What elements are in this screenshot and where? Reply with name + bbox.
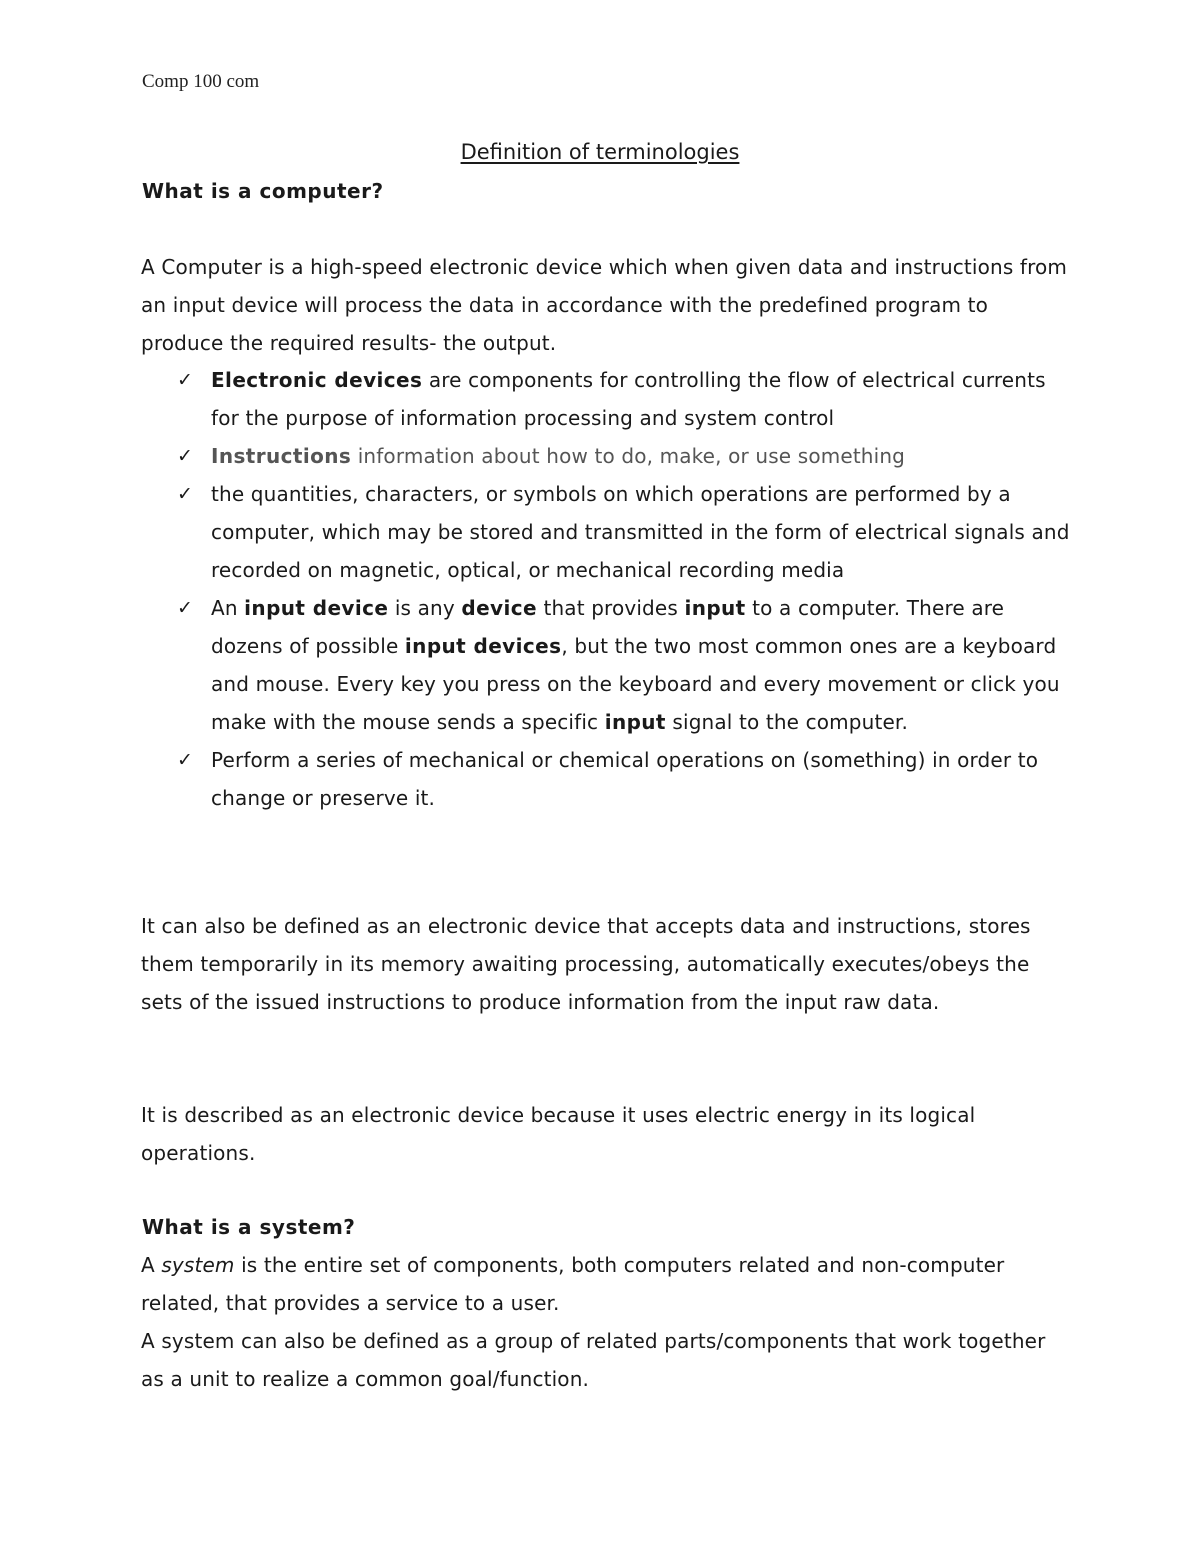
text-run: , but the two most common ones are a keyboard and mouse. Every key you press on the keyboard and every movement or click you make with the mouse sends a specific [211, 634, 1060, 734]
term-instructions: Instructions [211, 444, 352, 468]
text-run: An [211, 596, 245, 620]
checkmark-icon: ✓ [177, 483, 194, 505]
list-item [141, 475, 1071, 589]
terminology-checklist [141, 361, 1071, 817]
heading-what-is-computer: What is a computer? [142, 179, 384, 203]
list-item [141, 361, 1071, 437]
computer-definition-paragraph [141, 248, 1071, 362]
checkmark-icon: ✓ [177, 369, 194, 391]
text-run: A [141, 1253, 162, 1277]
list-item [141, 437, 1071, 475]
computer-alt-definition-text: It can also be defined as an electronic device that accepts data and instructions, stores them temporarily in its memory awaiting processing, automatically executes/obeys the sets of the issued instructions to produce information from the input raw data. [141, 914, 1031, 1014]
bold-text-run: input devices [404, 634, 562, 658]
process-definition: Perform a series of mechanical or chemical operations on (something) in order to change or preserve it. [211, 748, 1039, 810]
text-run: is the entire set of components, both computers related and non-computer related, that provides a service to a user. [141, 1253, 1005, 1315]
bold-text-run: input [604, 710, 666, 734]
checkmark-icon: ✓ [177, 445, 194, 467]
list-item [141, 589, 1071, 741]
computer-definition-text: A Computer is a high-speed electronic device which when given data and instructions from an input device will process the data in accordance with the predefined program to produce the required results- the output. [141, 255, 1068, 355]
text-run: signal to the computer. [665, 710, 908, 734]
system-definition-paragraph [141, 1246, 1071, 1398]
checkmark-icon: ✓ [177, 749, 194, 771]
document-title: Definition of terminologies [460, 140, 740, 164]
page-header: Comp 100 com [142, 71, 260, 92]
data-definition: the quantities, characters, or symbols on which operations are performed by a computer, which may be stored and transmitted in the form of electrical signals and recorded on magnetic, optical, or mechanical recording media [211, 482, 1070, 582]
text-run: is any [388, 596, 462, 620]
system-alt-definition-text: A system can also be defined as a group of related parts/components that work together as a unit to realize a common goal/function. [141, 1329, 1046, 1391]
text-run: to a computer. There are dozens of possible [211, 596, 1005, 658]
term-electronic-devices: Electronic devices [211, 368, 423, 392]
italic-text-run: system [161, 1253, 235, 1277]
text-run: that provides [536, 596, 685, 620]
term-definition: are components for controlling the flow of electrical currents for the purpose of information processing and system control [211, 368, 1046, 430]
electronic-device-text: It is described as an electronic device because it uses electric energy in its logical operations. [141, 1103, 976, 1165]
computer-alt-definition-paragraph [141, 907, 1071, 1021]
term-definition: information about how to do, make, or use something [351, 444, 906, 468]
bold-text-run: input [684, 596, 746, 620]
bold-text-run: input device [244, 596, 389, 620]
list-item [141, 741, 1071, 817]
checkmark-icon: ✓ [177, 597, 194, 619]
heading-what-is-system: What is a system? [142, 1215, 356, 1239]
electronic-device-paragraph [141, 1096, 1071, 1172]
system-definition-text [141, 1246, 1071, 1322]
bold-text-run: device [461, 596, 537, 620]
